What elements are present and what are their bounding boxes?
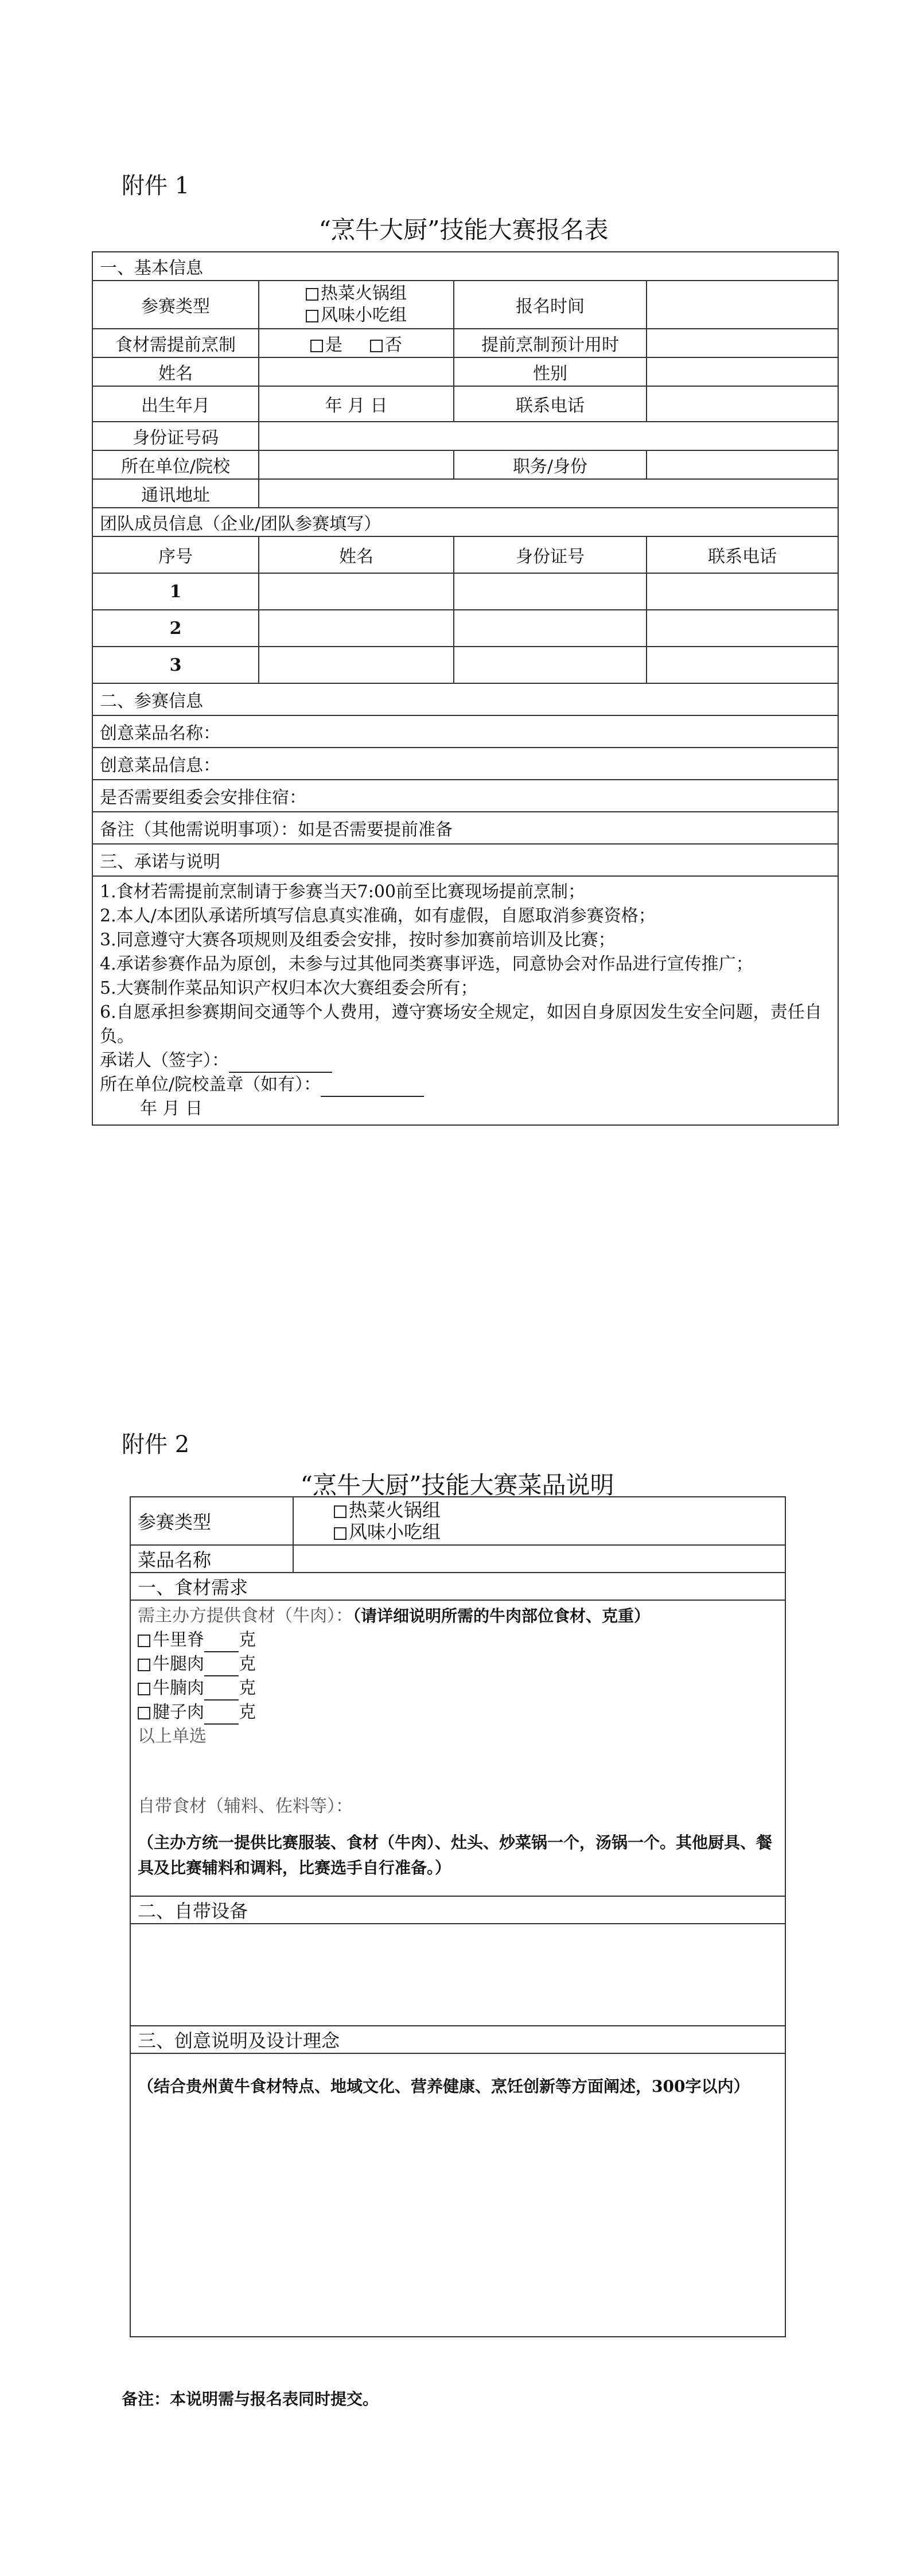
precook-time-field[interactable] <box>647 329 838 357</box>
section-equipment: 二、自带设备 <box>130 1896 785 1924</box>
option-yes[interactable]: 是 <box>310 335 342 355</box>
team-header-no: 序号 <box>92 536 259 573</box>
dish-name-field[interactable] <box>293 1545 785 1573</box>
gender-field[interactable] <box>647 357 838 386</box>
dish-info-field[interactable]: 创意菜品信息： <box>92 748 838 780</box>
cut-option[interactable]: 牛里脊 克 <box>138 1628 778 1652</box>
lodging-field[interactable]: 是否需要组委会安排住宿： <box>92 780 838 812</box>
team-header-phone: 联系电话 <box>647 536 838 573</box>
team-row-no: 3 <box>92 647 259 683</box>
equipment-field[interactable] <box>130 1924 785 2026</box>
phone-field[interactable] <box>647 386 838 422</box>
team-row-no: 1 <box>92 573 259 610</box>
cut-option[interactable]: 牛腩肉 克 <box>138 1676 778 1701</box>
gram-blank <box>204 1683 239 1701</box>
checkbox-icon <box>306 310 318 322</box>
option-hotpot[interactable]: 热菜火锅组 <box>266 283 446 305</box>
gram-blank <box>204 1659 239 1676</box>
name-field[interactable] <box>259 357 454 386</box>
precook-options <box>259 329 454 357</box>
attachment-1-label: 附件 1 <box>122 173 190 199</box>
address-field[interactable] <box>259 479 838 508</box>
promise-item: 6.自愿承担参赛期间交通等个人费用，遵守赛场安全规定，如因自身原因发生安全问题，责任自负。 <box>100 1002 822 1046</box>
promise-block <box>92 876 838 1125</box>
name-label: 姓名 <box>92 357 259 386</box>
attachment-2-label: 附件 2 <box>122 1431 190 1458</box>
self-bring-note: （主办方统一提供比赛服装、食材（牛肉）、灶头、炒菜锅一个，汤锅一个。其他厨具、餐具及比赛辅料和调料，比赛选手自行准备。） <box>138 1833 773 1877</box>
dish-category-label: 参赛类型 <box>130 1497 293 1545</box>
phone-label: 联系电话 <box>454 386 647 422</box>
stamp-line: 所在单位/院校盖章（如有）： <box>100 1073 831 1097</box>
team-info-label: 团队成员信息（企业/团队参赛填写） <box>92 508 838 536</box>
cut-option[interactable]: 牛腿肉 克 <box>138 1652 778 1676</box>
position-field[interactable] <box>647 450 838 479</box>
section-ingredients: 一、食材需求 <box>130 1573 785 1600</box>
gender-label: 性别 <box>454 357 647 386</box>
checkbox-icon <box>138 1707 150 1719</box>
team-name-field[interactable] <box>259 573 454 610</box>
precook-label: 食材需提前烹制 <box>92 329 259 357</box>
remark-field[interactable]: 备注（其他需说明事项）：如是否需要提前准备 <box>92 812 838 844</box>
checkbox-icon <box>306 288 318 301</box>
signature-field[interactable] <box>229 1056 332 1073</box>
dish-name-field[interactable]: 创意菜品名称： <box>92 715 838 748</box>
dish-name-label: 菜品名称 <box>130 1545 293 1573</box>
checkbox-icon <box>138 1659 150 1671</box>
cut-option[interactable]: 腱子肉 克 <box>138 1701 778 1725</box>
position-label: 职务/身份 <box>454 450 647 479</box>
stamp-field[interactable] <box>321 1080 424 1097</box>
promise-item: 5.大赛制作菜品知识产权归本次大赛组委会所有； <box>100 978 478 998</box>
dish-category-options <box>293 1497 785 1545</box>
checkbox-icon <box>334 1527 347 1540</box>
footer-note: 备注：本说明需与报名表同时提交。 <box>122 2390 379 2408</box>
registration-form-table <box>92 251 839 1126</box>
design-field[interactable] <box>130 2053 785 2337</box>
section-basic-info: 一、基本信息 <box>92 252 838 281</box>
unit-label: 所在单位/院校 <box>92 450 259 479</box>
checkbox-icon <box>138 1683 150 1695</box>
team-phone-field[interactable] <box>647 647 838 683</box>
host-provide-line: 需主办方提供食材（牛肉）：（请详细说明所需的牛肉部位食材、克重） <box>138 1606 651 1626</box>
team-header-id: 身份证号 <box>454 536 647 573</box>
date-line: 年 月 日 <box>140 1099 203 1119</box>
birth-field[interactable]: 年 月 日 <box>259 386 454 422</box>
promise-item: 2.本人/本团队承诺所填写信息真实准确，如有虚假，自愿取消参赛资格； <box>100 906 656 926</box>
registration-form-title: “烹牛大厨”技能大赛报名表 <box>318 216 609 244</box>
table-row <box>92 610 838 647</box>
team-phone-field[interactable] <box>647 573 838 610</box>
id-field[interactable] <box>259 422 838 450</box>
id-label: 身份证号码 <box>92 422 259 450</box>
table-row <box>92 647 838 683</box>
team-name-field[interactable] <box>259 610 454 647</box>
checkbox-icon <box>370 340 383 352</box>
team-id-field[interactable] <box>454 647 647 683</box>
option-snack[interactable]: 风味小吃组 <box>334 1521 778 1543</box>
promise-item: 4.承诺参赛作品为原创，未参与过其他同类赛事评选，同意协会对作品进行宣传推广； <box>100 954 753 974</box>
option-hotpot[interactable]: 热菜火锅组 <box>334 1499 778 1521</box>
team-phone-field[interactable] <box>647 610 838 647</box>
design-note: （结合贵州黄牛食材特点、地域文化、营养健康、烹饪创新等方面阐述，300字以内） <box>138 2077 750 2096</box>
section-entry-info: 二、参赛信息 <box>92 683 838 715</box>
checkbox-icon <box>334 1505 347 1518</box>
precook-time-label: 提前烹制预计用时 <box>454 329 647 357</box>
ingredients-block <box>130 1600 785 1896</box>
reg-time-label: 报名时间 <box>454 281 647 329</box>
section-promise: 三、承诺与说明 <box>92 844 838 876</box>
promise-item: 3.同意遵守大赛各项规则及组委会安排，按时参加赛前培训及比赛； <box>100 930 616 950</box>
self-bring-label: 自带食材（辅料、佐料等）： <box>138 1796 353 1816</box>
checkbox-icon <box>310 340 323 352</box>
option-snack[interactable]: 风味小吃组 <box>266 305 446 326</box>
reg-time-field[interactable] <box>647 281 838 329</box>
option-no[interactable]: 否 <box>370 335 402 355</box>
category-options <box>259 281 454 329</box>
team-id-field[interactable] <box>454 610 647 647</box>
team-id-field[interactable] <box>454 573 647 610</box>
dish-description-table <box>130 1496 786 2337</box>
team-name-field[interactable] <box>259 647 454 683</box>
checkbox-icon <box>138 1635 150 1647</box>
single-choice-note: 以上单选 <box>138 1726 207 1746</box>
unit-field[interactable] <box>259 450 454 479</box>
gram-blank <box>204 1635 239 1652</box>
address-label: 通讯地址 <box>92 479 259 508</box>
category-label: 参赛类型 <box>92 281 259 329</box>
promise-item: 1.食材若需提前烹制请于参赛当天7:00前至比赛现场提前烹制； <box>100 882 585 902</box>
signer-line: 承诺人（签字）： <box>100 1049 831 1073</box>
team-row-no: 2 <box>92 610 259 647</box>
birth-label: 出生年月 <box>92 386 259 422</box>
table-row <box>92 573 838 610</box>
section-design: 三、创意说明及设计理念 <box>130 2026 785 2053</box>
gram-blank <box>204 1707 239 1725</box>
team-header-name: 姓名 <box>259 536 454 573</box>
dish-description-title: “烹牛大厨”技能大赛菜品说明 <box>300 1471 614 1499</box>
